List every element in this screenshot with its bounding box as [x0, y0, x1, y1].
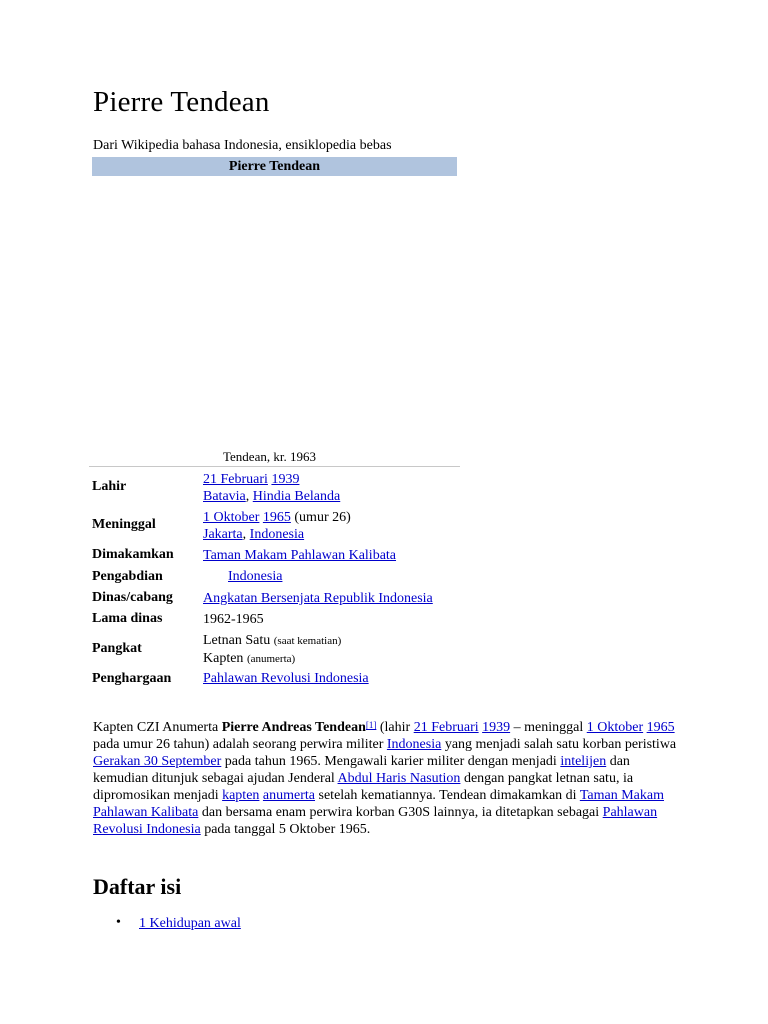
text: pada tahun 1965. Mengawali karier militer dengan menjadi [221, 754, 561, 769]
infobox-row-dinas [92, 590, 462, 608]
rank-1: Letnan Satu [203, 633, 274, 648]
infobox-value-lahir [203, 471, 340, 505]
rank-2: Kapten [203, 651, 247, 666]
link-1965[interactable]: 1965 [646, 720, 675, 735]
text: setelah kematiannya. Tendean dimakamkan di [315, 788, 580, 803]
separator: , [245, 489, 253, 504]
link-anumerta[interactable]: anumerta [262, 788, 316, 803]
toc-link-kehidupan-awal[interactable]: 1 Kehidupan awal [139, 916, 241, 931]
infobox-row-lahir [92, 471, 462, 505]
infobox-caption: Tendean, kr. 1963 [223, 449, 316, 464]
infobox-label-lahir: Lahir [92, 479, 127, 494]
page-subtitle: Dari Wikipedia bahasa Indonesia, ensiklopedia bebas [93, 138, 392, 153]
link-taman-makam-pahlawan-kalibata[interactable]: Taman Makam Pahlawan Kalibata [93, 788, 664, 820]
rank-2-note: (anumerta) [246, 653, 296, 665]
infobox-label-meninggal: Meninggal [92, 517, 156, 532]
infobox-row-penghargaan [92, 671, 462, 689]
text: dan bersama enam perwira korban G30S lainnya, ia ditetapkan sebagai [198, 805, 603, 820]
link-allegiance[interactable]: Indonesia [228, 569, 283, 584]
link-21-februari[interactable]: 21 Februari [413, 720, 479, 735]
infobox-label-dinas: Dinas/cabang [92, 590, 173, 605]
text: Kapten CZI Anumerta [93, 720, 222, 735]
link-abdul-haris-nasution[interactable]: Abdul Haris Nasution [337, 771, 461, 786]
infobox-divider [89, 466, 460, 467]
link-birth-year[interactable]: 1939 [271, 472, 300, 487]
reference-link[interactable]: [1] [365, 720, 377, 730]
rank-1-note: (saat kematian) [273, 635, 342, 647]
page-title: Pierre Tendean [93, 86, 270, 118]
link-1-oktober[interactable]: 1 Oktober [586, 720, 644, 735]
link-birth-date[interactable]: 21 Februari [203, 472, 268, 487]
subject-name: Pierre Andreas Tendean [221, 720, 366, 735]
infobox-value-lama-dinas: 1962-1965 [203, 612, 264, 627]
link-burial-place[interactable]: Taman Makam Pahlawan Kalibata [203, 548, 397, 563]
infobox-row-dimakamkan [92, 547, 462, 565]
link-pahlawan-revolusi-indonesia[interactable]: Pahlawan Revolusi Indonesia [93, 805, 658, 837]
link-death-year[interactable]: 1965 [262, 510, 291, 525]
link-birth-city[interactable]: Batavia [203, 489, 246, 504]
link-1939[interactable]: 1939 [482, 720, 511, 735]
text: dengan pangkat letnan satu, ia dipromosikan menjadi [93, 771, 634, 803]
infobox-image [92, 178, 457, 440]
infobox-header: Pierre Tendean [92, 157, 457, 176]
link-branch[interactable]: Angkatan Bersenjata Republik Indonesia [203, 591, 433, 606]
toc-heading: Daftar isi [93, 874, 182, 899]
separator: , [242, 527, 250, 542]
toc-list [93, 916, 241, 932]
link-intelijen[interactable]: intelijen [560, 754, 607, 769]
infobox-value-pangkat [203, 632, 341, 668]
text: pada umur 26 tahun) adalah seorang perwira militer [93, 737, 387, 752]
infobox-value-meninggal [203, 509, 351, 543]
link-death-city[interactable]: Jakarta [203, 527, 243, 542]
infobox-row-pangkat [92, 632, 462, 666]
infobox-row-lama-dinas [92, 611, 462, 629]
infobox-row-pengabdian [92, 569, 462, 587]
text: – meninggal [510, 720, 587, 735]
infobox-label-dimakamkan: Dimakamkan [92, 547, 174, 562]
link-kapten[interactable]: kapten [222, 788, 260, 803]
toc-item [93, 916, 241, 932]
infobox-label-lama-dinas: Lama dinas [92, 611, 163, 626]
text: dan kemudian ditunjuk sebagai ajudan Jenderal [93, 754, 630, 786]
text: (lahir [376, 720, 414, 735]
infobox-label-pangkat: Pangkat [92, 641, 142, 656]
link-death-date[interactable]: 1 Oktober [203, 510, 260, 525]
lead-paragraph [93, 719, 683, 838]
death-age: (umur 26) [290, 510, 351, 525]
link-award[interactable]: Pahlawan Revolusi Indonesia [203, 671, 369, 686]
text: yang menjadi salah satu korban peristiwa [441, 737, 677, 752]
infobox-label-pengabdian: Pengabdian [92, 569, 163, 584]
text: pada tanggal 5 Oktober 1965. [200, 822, 371, 837]
link-death-country[interactable]: Indonesia [249, 527, 305, 542]
link-gerakan-30-september[interactable]: Gerakan 30 September [93, 754, 222, 769]
infobox-row-meninggal [92, 509, 462, 543]
bullet-icon: • [116, 915, 121, 930]
link-indonesia[interactable]: Indonesia [386, 737, 442, 752]
link-birth-country[interactable]: Hindia Belanda [252, 489, 341, 504]
infobox-label-penghargaan: Penghargaan [92, 671, 172, 686]
